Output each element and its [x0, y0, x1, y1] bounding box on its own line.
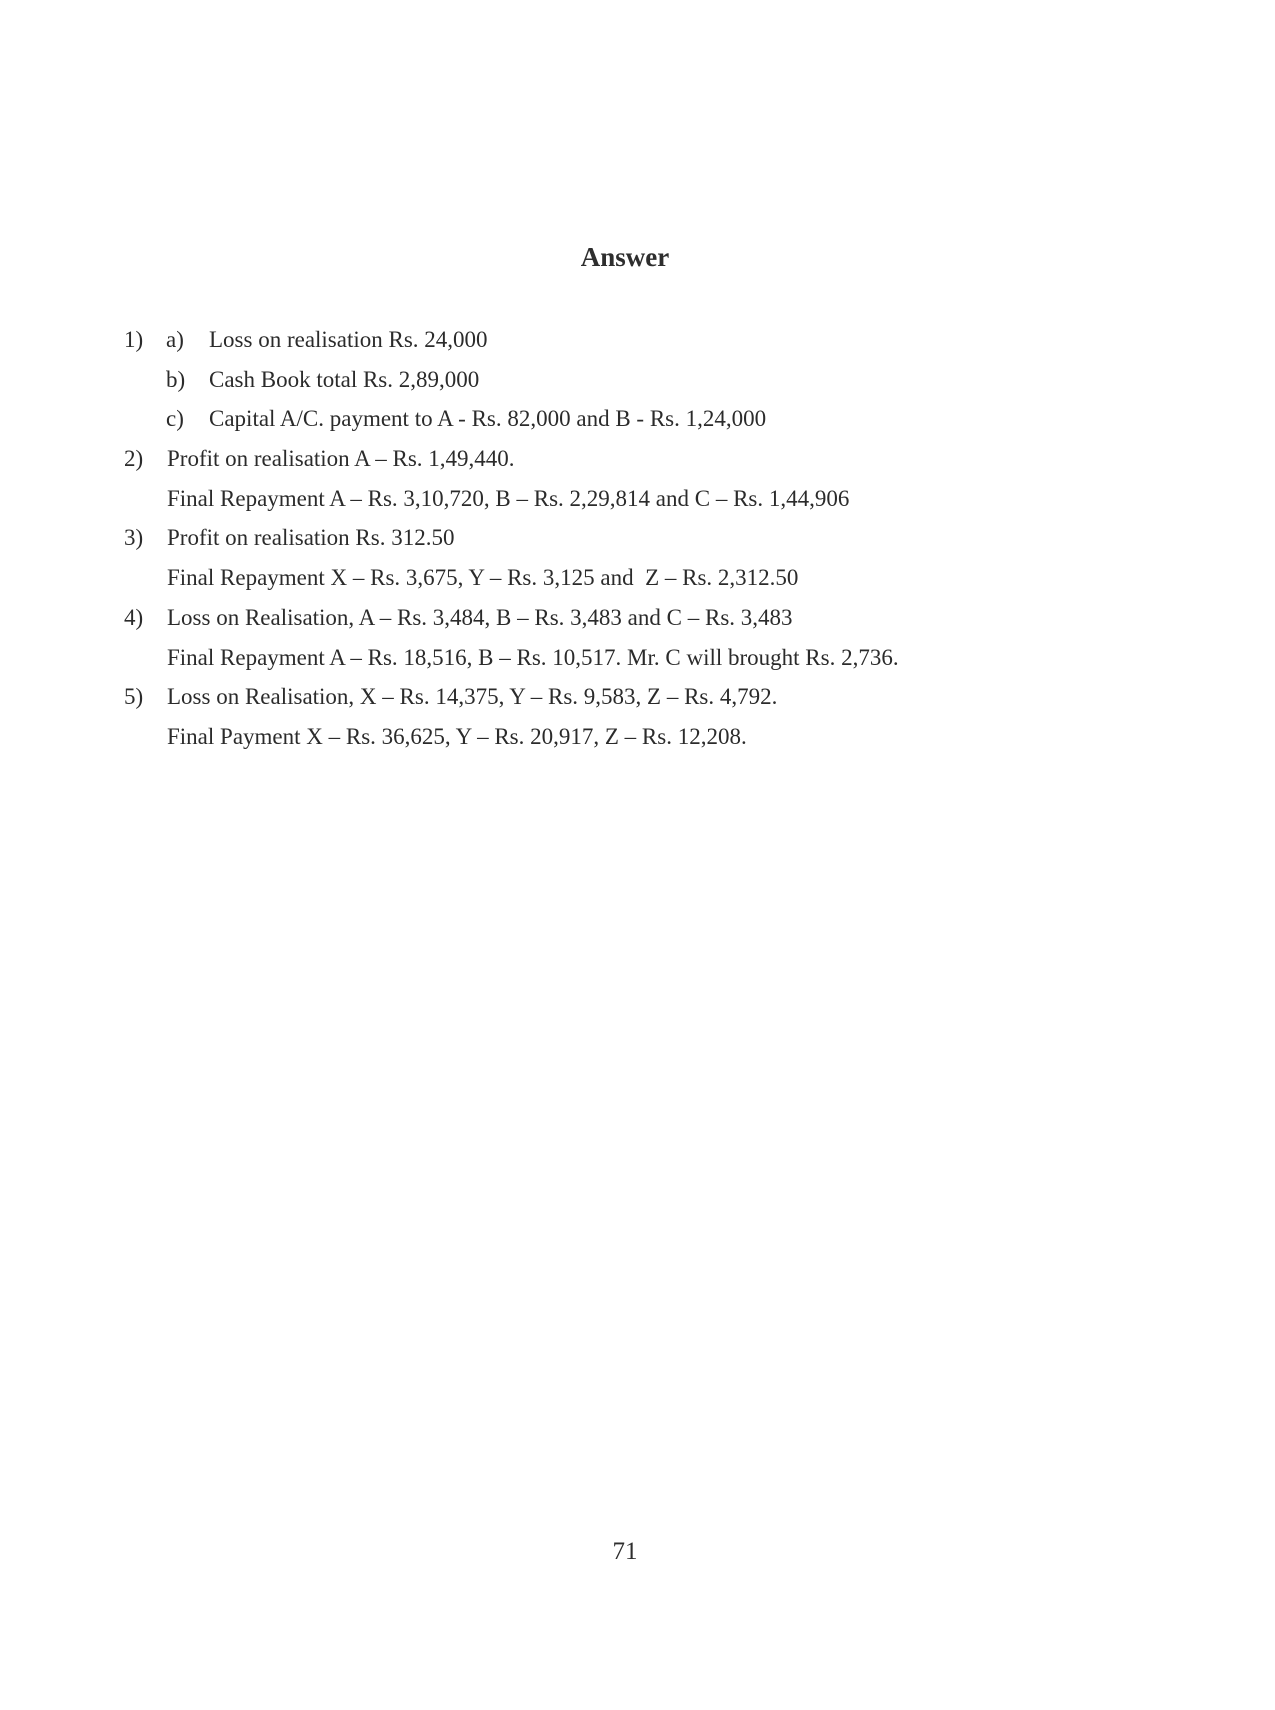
answer-part-label: b) [166, 366, 186, 392]
answer-item-5-continued [124, 720, 1174, 760]
page-title: Answer [580, 242, 670, 272]
answer-part-label: c) [166, 406, 184, 432]
answer-line: Final Repayment A – Rs. 18,516, B – Rs. 10,517. Mr. C will brought Rs. 2,736. [167, 644, 899, 670]
answer-item-4 [124, 601, 1174, 641]
answer-item-1-b [124, 363, 1174, 403]
answer-part-text: Capital A/C. payment to A - Rs. 82,000 and B - Rs. 1,24,000 [209, 406, 767, 432]
answer-line: Final Payment X – Rs. 36,625, Y – Rs. 20,917, Z – Rs. 12,208. [167, 723, 747, 749]
answer-line: Profit on realisation Rs. 312.50 [167, 525, 455, 551]
answer-item-5 [124, 680, 1174, 720]
answer-number: 1) [124, 327, 144, 352]
answer-list [124, 323, 1174, 760]
answer-item-4-continued [124, 641, 1174, 681]
answer-number: 2) [124, 446, 144, 472]
answer-item-2-continued [124, 482, 1174, 522]
answer-part-text: Loss on realisation Rs. 24,000 [209, 327, 488, 352]
answer-item-3 [124, 521, 1174, 561]
page-number: 71 [612, 1538, 638, 1565]
answer-line: Profit on realisation A – Rs. 1,49,440. [167, 446, 515, 472]
answer-number: 3) [124, 525, 144, 551]
answer-number: 4) [124, 604, 144, 630]
answer-line: Final Repayment X – Rs. 3,675, Y – Rs. 3,125 and Z – Rs. 2,312.50 [167, 565, 799, 591]
answer-part-text: Cash Book total Rs. 2,89,000 [209, 366, 480, 392]
answer-number: 5) [124, 684, 144, 710]
answer-part-label: a) [166, 327, 184, 352]
answer-line: Loss on Realisation, A – Rs. 3,484, B – Rs. 3,483 and C – Rs. 3,483 [167, 604, 793, 630]
answer-line: Loss on Realisation, X – Rs. 14,375, Y – Rs. 9,583, Z – Rs. 4,792. [167, 684, 778, 710]
answer-item-2 [124, 442, 1174, 482]
answer-item-1-a [124, 323, 1174, 363]
answer-line: Final Repayment A – Rs. 3,10,720, B – Rs. 2,29,814 and C – Rs. 1,44,906 [167, 485, 850, 511]
answer-item-3-continued [124, 561, 1174, 601]
answer-item-1-c [124, 402, 1174, 442]
